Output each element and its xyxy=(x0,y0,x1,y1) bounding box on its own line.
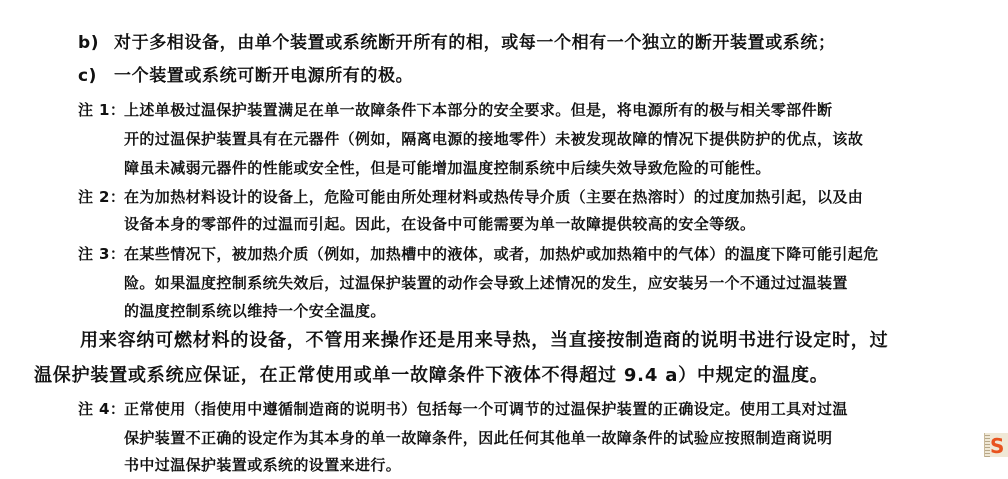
note-marker: 注 4： xyxy=(78,400,126,418)
note-line: 障虽未减弱元器件的性能或安全性，但是可能增加温度控制系统中后续失效导致危险的可能性。 xyxy=(124,159,771,177)
list-item-text: 对于多相设备，由单个装置或系统断开所有的相，或每一个相有一个独立的断开装置或系统； xyxy=(114,33,836,53)
note-line: 正常使用（指使用中遵循制造商的说明书）包括每一个可调节的过温保护装置的正确设定。使用工具对过温 xyxy=(124,400,848,418)
note-line: 保护装置不正确的设定作为其本身的单一故障条件，因此任何其他单一故障条件的试验应按照制造商说明 xyxy=(124,429,833,447)
list-marker: c) xyxy=(78,66,98,86)
paragraph-line: 用来容纳可燃材料的设备，不管用来操作还是用来导热，当直接按制造商的说明书进行设定时，过 xyxy=(80,330,889,351)
note-line: 的温度控制系统以维持一个安全温度。 xyxy=(124,302,386,320)
note-line: 上述单极过温保护装置满足在单一故障条件下本部分的安全要求。但是，将电源所有的极与相关零部件断 xyxy=(124,101,833,119)
note-marker: 注 2： xyxy=(78,188,126,206)
list-item-b xyxy=(78,35,836,52)
note-line: 书中过温保护装置或系统的设置来进行。 xyxy=(124,456,402,474)
watermark-logo xyxy=(984,433,1008,457)
watermark-text: S xyxy=(990,434,1005,457)
note-marker: 注 3： xyxy=(78,245,126,263)
list-item-c xyxy=(78,68,413,85)
note-line: 开的过温保护装置具有在元器件（例如，隔离电源的接地零件）未被发现故障的情况下提供防护的优点，该故 xyxy=(124,130,864,148)
list-marker: b) xyxy=(78,33,100,53)
list-item-text: 一个装置或系统可断开电源所有的极。 xyxy=(114,66,414,86)
note-marker: 注 1： xyxy=(78,101,126,119)
note-line: 险。如果温度控制系统失效后，过温保护装置的动作会导致上述情况的发生，应安装另一个不通过过温装置 xyxy=(124,274,848,292)
note-line: 在某些情况下，被加热介质（例如，加热槽中的液体，或者，加热炉或加热箱中的气体）的温度下降可能引起危 xyxy=(124,245,879,263)
note-line: 设备本身的零部件的过温而引起。因此，在设备中可能需要为单一故障提供较高的安全等级。 xyxy=(124,215,756,233)
note-line: 在为加热材料设计的设备上，危险可能由所处理材料或热传导介质（主要在热溶时）的过度加热引起，以及由 xyxy=(124,188,864,206)
paragraph-line: 温保护装置或系统应保证，在正常使用或单一故障条件下液体不得超过 9.4 a）中规定的温度。 xyxy=(34,365,829,386)
